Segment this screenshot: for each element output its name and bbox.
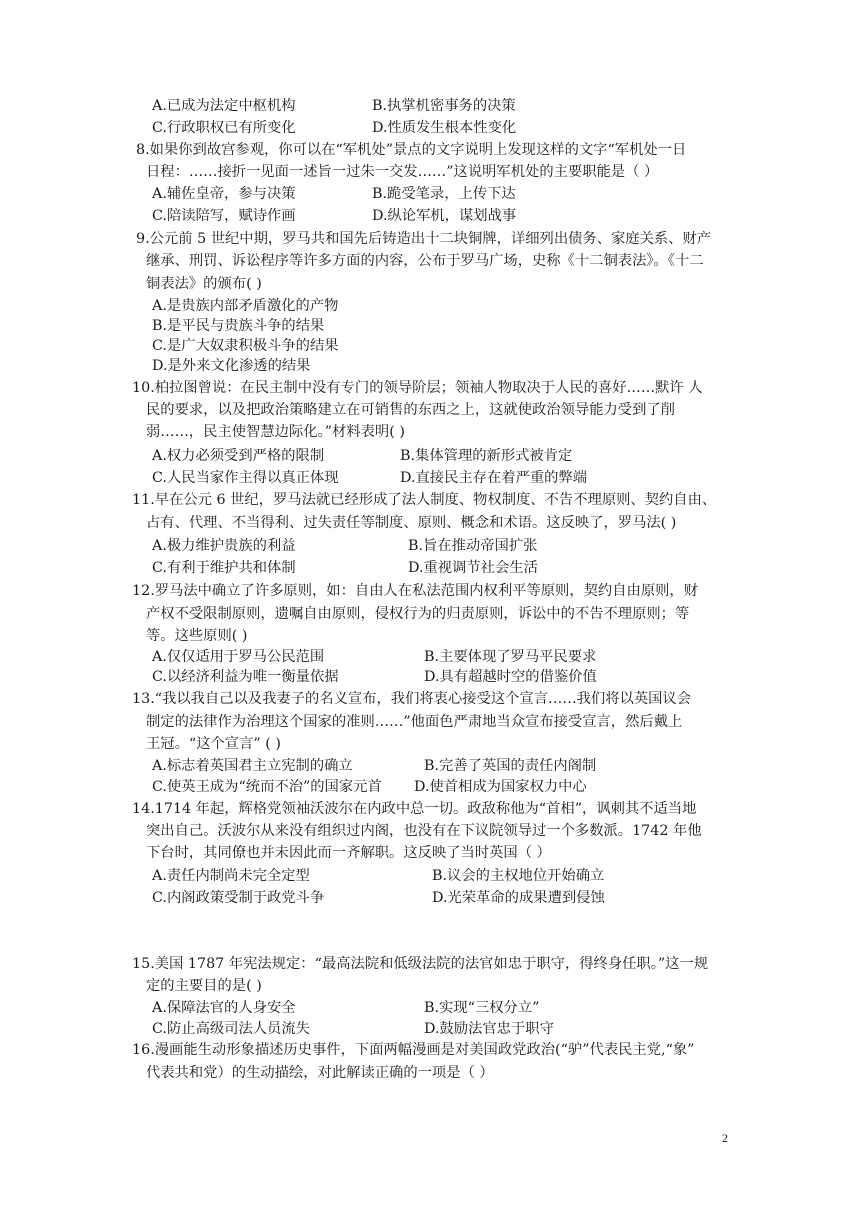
text-line: D.性质发生根本性变化 <box>372 120 517 136</box>
text-line: D.鼓励法官忠于职守 <box>424 1021 554 1037</box>
text-line: C.是广大奴隶积极斗争的结果 <box>152 338 339 354</box>
text-line: 15.美国 1787 年宪法规定：“最高法院和低级法院的法官如忠于职守，得终身任职。”这一规 <box>132 956 709 972</box>
text-line: 等。这些原则( ) <box>146 628 248 644</box>
text-line: 9.公元前 5 世纪中期，罗马共和国先后铸造出十二块铜牌，详细列出债务、家庭关系、财产 <box>136 231 712 247</box>
text-line: A.权力必须受到严格的限制 <box>152 448 325 464</box>
text-line: 11.早在公元 6 世纪，罗马法就已经形成了法人制度、物权制度、不告不理原则、契约自由、 <box>132 492 717 508</box>
text-line: B.完善了英国的责任内阁制 <box>424 758 597 774</box>
text-line: 突出自己。沃波尔从来没有组织过内阁，也没有在下议院领导过一个多数派。1742 年他 <box>146 823 702 839</box>
text-line: 12.罗马法中确立了许多原则，如：自由人在私法范围内权利平等原则，契约自由原则，财 <box>132 583 699 599</box>
text-line: D.直接民主存在着严重的弊端 <box>400 470 588 486</box>
text-line: C.防止高级司法人员流失 <box>152 1021 310 1037</box>
text-line: C.行政职权已有所变化 <box>152 120 296 136</box>
text-line: 8.如果你到故宫参观，你可以在“军机处”景点的文字说明上发现这样的文字“军机处一日 <box>136 142 687 158</box>
text-line: 制定的法律作为治理这个国家的准则……”他面色严肃地当众宣布接受宣言，然后戴上 <box>146 714 683 730</box>
text-line: 下台时，其同僚也并未因此而一齐解职。这反映了当时英国（ ） <box>146 845 551 861</box>
text-line: D.纵论军机，谋划战事 <box>372 208 517 224</box>
text-line: B.是平民与贵族斗争的结果 <box>152 318 325 334</box>
text-line: C.以经济利益为唯一衡量依据 <box>152 669 339 685</box>
text-line: A.标志着英国君主立宪制的确立 <box>152 758 353 774</box>
text-line: B.实现“三权分立” <box>424 1000 540 1016</box>
text-line: B.主要体现了罗马平民要求 <box>424 649 597 665</box>
text-line: 14.1714 年起，辉格党领袖沃波尔在内政中总一切。政敌称他为“首相”，讽刺其不适当地 <box>132 801 697 817</box>
text-line: 产权不受限制原则，遗嘱自由原则，侵权行为的归责原则，诉讼中的不告不理原则；等 <box>146 606 690 622</box>
text-line: 代表共和党）的生动描绘，对此解读正确的一项是（ ） <box>146 1065 494 1081</box>
text-line: 10.柏拉图曾说：在民主制中没有专门的领导阶层；领袖人物取决于人民的喜好……默许 人 <box>132 380 703 396</box>
text-line: A.辅佐皇帝，参与决策 <box>152 186 296 202</box>
text-line: A.责任内制尚未完全定型 <box>152 868 310 884</box>
text-line: C.有利于维护共和体制 <box>152 560 296 576</box>
text-line: 铜表法》的颁布( ) <box>146 276 262 292</box>
text-line: D.具有超越时空的借鉴价值 <box>424 669 597 685</box>
text-line: 16.漫画能生动形象描述历史事件，下面两幅漫画是对美国政党政治(“驴”代表民主党,“象” <box>132 1042 695 1058</box>
text-line: B.旨在推动帝国扩张 <box>408 538 538 554</box>
text-line: C.内阁政策受制于政党斗争 <box>152 890 325 906</box>
text-line: 定的主要目的是( ) <box>146 978 262 994</box>
text-line: A.保障法官的人身安全 <box>152 1000 296 1016</box>
text-line: D.重视调节社会生活 <box>408 560 538 576</box>
text-line: 王冠。“这个宣言” ( ) <box>146 736 281 752</box>
text-line: C.人民当家作主得以真正体现 <box>152 470 339 486</box>
page-number: 2 <box>722 1131 728 1145</box>
text-line: 占有、代理、不当得利、过失责任等制度、原则、概念和术语。这反映了，罗马法( ) <box>146 515 677 531</box>
text-line: A.仅仅适用于罗马公民范围 <box>152 649 325 665</box>
text-line: D.是外来文化渗透的结果 <box>152 358 311 374</box>
text-line: C.陪读陪写，赋诗作画 <box>152 208 296 224</box>
text-line: B.议会的主权地位开始确立 <box>432 868 605 884</box>
text-line: 日程：……接折一见面一述旨一过朱一交发……”这说明军机处的主要职能是（ ） <box>146 164 659 180</box>
text-line: A.是贵族内部矛盾激化的产物 <box>152 298 339 314</box>
text-line: B.集体管理的新形式被肯定 <box>400 448 573 464</box>
text-line: 继承、刑罚、诉讼程序等许多方面的内容，公布于罗马广场，史称《十二铜表法》。《十二 <box>146 253 704 269</box>
text-line: C.使英王成为“统而不治”的国家元首 <box>152 779 382 795</box>
text-line: D.使首相成为国家权力中心 <box>414 779 587 795</box>
text-line: B.跪受笔录，上传下达 <box>372 186 516 202</box>
text-line: A.极力维护贵族的利益 <box>152 538 296 554</box>
text-line: 13.“我以我自己以及我妻子的名义宣布，我们将衷心接受这个宣言……我们将以英国议会 <box>132 691 692 707</box>
text-line: B.执掌机密事务的决策 <box>372 98 516 114</box>
text-line: 弱……，民主使智慧边际化。”材料表明( ) <box>146 424 405 440</box>
text-line: A.已成为法定中枢机构 <box>152 98 296 114</box>
text-line: D.光荣革命的成果遭到侵蚀 <box>432 890 605 906</box>
text-line: 民的要求，以及把政治策略建立在可销售的东西之上，这就使政治领导能力受到了削 <box>146 402 675 418</box>
